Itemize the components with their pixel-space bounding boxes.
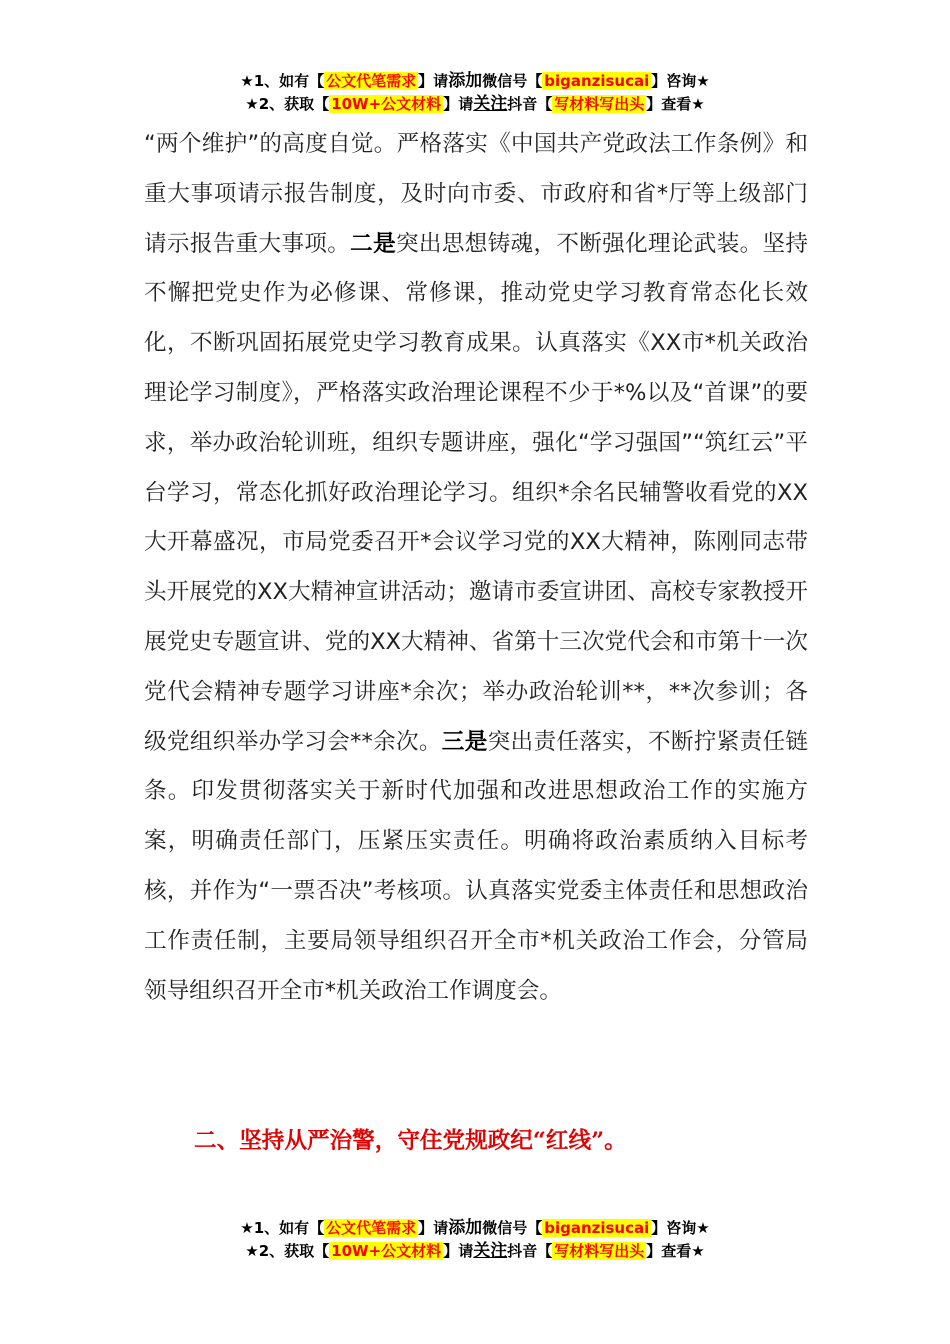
body-text-1: “两个维护”的高度自觉。严格落实《中国共产党政法工作条例》和重大事项请示报告制度，及时向市委、市政府和省*厅等上级部门请示报告重大事项。 [144, 131, 808, 257]
banner-text: 】请 [418, 1219, 449, 1237]
banner-text: 】查看★ [646, 1242, 705, 1260]
banner-highlight: 10W+公文材料 [331, 95, 442, 113]
banner-line-1 [0, 70, 950, 93]
banner-text: 抖音【 [507, 1242, 553, 1260]
body-text-3: 突出责任落实，不断拧紧责任链条。印发贯彻落实关于新时代加强和改进思想政治工作的实施方案，明确责任部门，压紧压实责任。明确将政治素质纳入目标考核，并作为“一票否决”考核项。认真落实党委主体责任和思想政治工作责任制，主要局领导组织召开全市*机关政治工作会，分管局领导组织召开全市*机关政治工作调度会。 [144, 728, 809, 1004]
banner-text: 】咨询★ [651, 1219, 710, 1237]
banner-highlight: 公文代笔需求 [326, 1219, 417, 1237]
banner-text: 关注 [473, 1241, 508, 1261]
body-text-2: 突出思想铸魂，不断强化理论武装。坚持不懈把党史作为必修课、常修课，推动党史学习教育常态化长效化，不断巩固拓展党史学习教育成果。认真落实《XX市*机关政治理论学习制度》，严格落实政治理论课程不少于*%以及“首课”的要求，举办政治轮训班，组织专题讲座，强化“学习强国”“筑红云”平台学习，常态化抓好政治理论学习。组织*余名民辅警收看党的XX大开幕盛况，市局党委召开*会议学习党的XX大精神，陈刚同志带头开展党的XX大精神宣讲活动；邀请市委宣讲团、高校专家教授开展党史专题宣讲、党的XX大精神、省第十三次党代会和市第十一次党代会精神专题学习讲座*余次；举办政治轮训**，**次参训；各级党组织举办学习会**余次。 [144, 230, 809, 755]
banner-line-2 [0, 1240, 950, 1263]
banner-text: 添加 [448, 1218, 483, 1238]
banner-line-2 [0, 93, 950, 116]
footer-banner [0, 1217, 950, 1263]
banner-text: 微信号【 [482, 72, 543, 90]
banner-text: 添加 [448, 71, 483, 91]
header-banner [0, 70, 950, 116]
lead-phrase-2: 二是 [350, 230, 396, 257]
banner-text: 关注 [473, 94, 508, 114]
banner-text: 抖音【 [507, 95, 553, 113]
banner-text: ★2、获取【 [245, 1242, 330, 1260]
banner-text: 】咨询★ [651, 72, 710, 90]
banner-wechat-id: biganzisucai [544, 72, 650, 90]
banner-text: 】请 [443, 95, 474, 113]
banner-text: 】查看★ [646, 95, 705, 113]
banner-highlight: 写材料写出头 [554, 95, 645, 113]
banner-text: ★1、如有【 [240, 72, 325, 90]
body-paragraph [144, 120, 808, 1016]
banner-wechat-id: biganzisucai [544, 1219, 650, 1237]
section-heading: 二、坚持从严治警，守住党规政纪“红线”。 [194, 1128, 627, 1154]
lead-phrase-3: 三是 [441, 728, 488, 755]
banner-text: ★1、如有【 [240, 1219, 325, 1237]
banner-highlight: 10W+公文材料 [331, 1242, 442, 1260]
banner-highlight: 公文代笔需求 [326, 72, 417, 90]
banner-line-1 [0, 1217, 950, 1240]
banner-text: 】请 [443, 1242, 474, 1260]
banner-highlight: 写材料写出头 [554, 1242, 645, 1260]
banner-text: ★2、获取【 [245, 95, 330, 113]
banner-text: 微信号【 [482, 1219, 543, 1237]
banner-text: 】请 [418, 72, 449, 90]
